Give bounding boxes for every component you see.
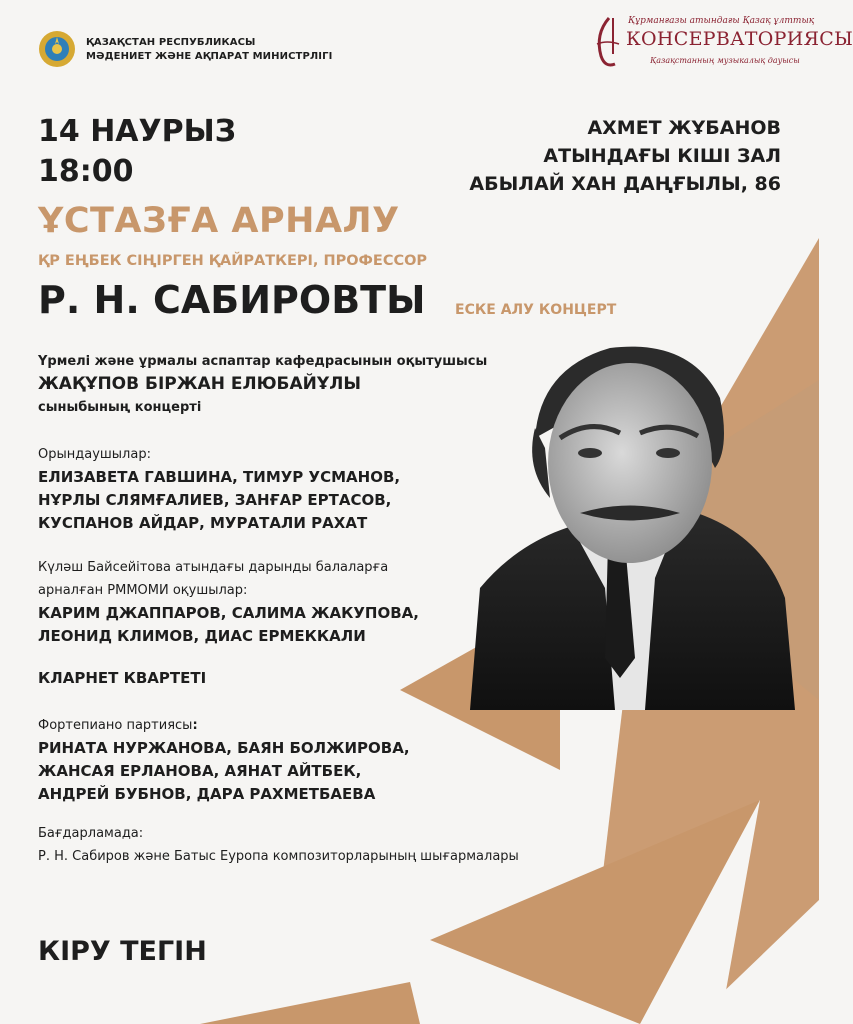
students-block [38, 556, 419, 648]
memorial-label: ЕСКЕ АЛУ КОНЦЕРТ [455, 302, 617, 318]
teacher-block [38, 350, 487, 419]
program-label: Бағдарламада: [38, 826, 144, 841]
piano-block [38, 714, 410, 806]
program-block [38, 822, 519, 868]
event-time: 18:00 [38, 154, 134, 189]
honoree-name: Р. Н. САБИРОВТЫ [38, 278, 426, 322]
quartet-block [38, 667, 206, 690]
teacher-role: Үрмелі және ұрмалы аспаптар кафедрасынын оқытушысы [38, 354, 488, 369]
teacher-name: ЖАҚҰПОВ БІРЖАН ЕЛЮБАЙҰЛЫ [38, 374, 361, 394]
performers-line3: КУСПАНОВ АЙДАР, МУРАТАЛИ РАХАТ [38, 514, 368, 532]
concert-title: ҰСТАЗҒА АРНАЛУ [38, 201, 400, 241]
piano-label-row [38, 714, 410, 737]
portrait-photo [440, 328, 800, 710]
conservatory-name: КОНСЕРВАТОРИЯСЫ [626, 28, 853, 50]
ministry-line2: МӘДЕНИЕТ ЖӘНЕ АҚПАРАТ МИНИСТРЛІГІ [86, 51, 333, 62]
piano-line2: ЖАНСАЯ ЕРЛАНОВА, АЯНАТ АЙТБЕК, [38, 762, 362, 780]
ministry-line1: ҚАЗАҚСТАН РЕСПУБЛИКАСЫ [86, 37, 256, 48]
piano-label: Фортепиано партиясы [38, 718, 193, 733]
ministry-name [86, 36, 332, 64]
event-venue [469, 114, 781, 198]
performers-label: Орындаушылар: [38, 447, 151, 462]
venue-line1: АХМЕТ ЖҰБАНОВ [587, 117, 781, 139]
program-text: Р. Н. Сабиров және Батыс Еуропа композиторларының шығармалары [38, 849, 519, 864]
free-entry-label: КІРУ ТЕГІН [38, 936, 207, 967]
conservatory-slogan: Қазақстанның музыкалық дауысы [650, 56, 800, 65]
concert-subtitle: ҚР ЕҢБЕК СІҢІРГЕН ҚАЙРАТКЕРІ, ПРОФЕССОР [38, 253, 428, 269]
event-datetime [38, 112, 236, 192]
students-label2: арналған РММОМИ оқушылар: [38, 583, 248, 598]
piano-line3: АНДРЕЙ БУБНОВ, ДАРА РАХМЕТБАЕВА [38, 785, 376, 803]
venue-line2: АТЫНДАҒЫ КІШІ ЗАЛ [543, 145, 781, 167]
performers-line1: ЕЛИЗАВЕТА ГАВШИНА, ТИМУР УСМАНОВ, [38, 468, 401, 486]
piano-label-colon: : [192, 718, 198, 733]
quartet-label: КЛАРНЕТ КВАРТЕТІ [38, 669, 207, 687]
conservatory-top-line: Құрманғазы атындағы Қазақ ұлттық [628, 16, 815, 26]
students-line2: ЛЕОНИД КЛИМОВ, ДИАС ЕРМЕККАЛИ [38, 627, 366, 645]
conservatory-logo-icon [587, 14, 627, 70]
kazakhstan-emblem-icon [38, 30, 76, 68]
venue-line3: АБЫЛАЙ ХАН ДАҢҒЫЛЫ, 86 [469, 173, 781, 195]
tan-triangle-small [200, 982, 420, 1024]
teacher-note: сыныбының концерті [38, 400, 202, 415]
students-line1: КАРИМ ДЖАППАРОВ, САЛИМА ЖАКУПОВА, [38, 604, 419, 622]
students-label1: Күләш Байсейітова атындағы дарынды балаларға [38, 560, 389, 575]
piano-line1: РИНАТА НУРЖАНОВА, БАЯН БОЛЖИРОВА, [38, 739, 410, 757]
performers-block [38, 443, 400, 535]
performers-line2: НҰРЛЫ СЛЯМҒАЛИЕВ, ЗАНҒАР ЕРТАСОВ, [38, 491, 392, 509]
event-date: 14 НАУРЫЗ [38, 114, 237, 149]
